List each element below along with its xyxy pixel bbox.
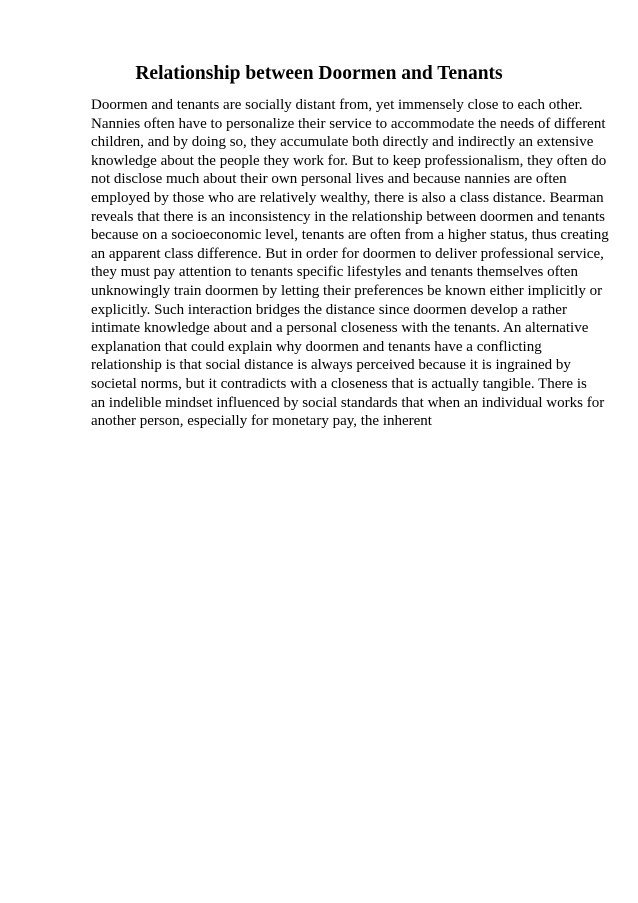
body-line: societal norms, but it contradicts with a closeness that is actually tangible. There is xyxy=(91,375,587,392)
body-line: reveals that there is an inconsistency in the relationship between doormen and tenants xyxy=(91,208,606,225)
body-line: an apparent class difference. But in order for doormen to deliver professional service, xyxy=(91,245,604,262)
body-line: not disclose much about their own personal lives and because nannies are often xyxy=(91,171,567,188)
body-line: explanation that could explain why doormen and tenants have a conflicting xyxy=(91,338,542,355)
body-line: explicitly. Such interaction bridges the distance since doormen develop a rather xyxy=(91,301,567,318)
body-line: Doormen and tenants are socially distant from, yet immensely close to each other. xyxy=(91,97,583,113)
body-line: another person, especially for monetary pay, the inherent xyxy=(91,413,432,430)
body-line: an indelible mindset influenced by social standards that when an individual works for xyxy=(91,394,605,411)
body-line: because on a socioeconomic level, tenants are often from a higher status, thus creating xyxy=(91,227,609,244)
body-line: unknowingly train doormen by letting their preferences be known either implicitly or xyxy=(91,282,603,299)
body-line: they must pay attention to tenants specific lifestyles and tenants themselves often xyxy=(91,264,578,281)
body-line: relationship is that social distance is always perceived because it is ingrained by xyxy=(91,357,571,374)
body-line: intimate knowledge about and a personal closeness with the tenants. An alternative xyxy=(91,320,589,337)
document-title: Relationship between Doormen and Tenants xyxy=(135,63,503,84)
body-line: children, and by doing so, they accumulate both directly and indirectly an extensive xyxy=(91,134,594,151)
body-line: knowledge about the people they work for. But to keep professionalism, they often do xyxy=(91,152,607,169)
body-line: Nannies often have to personalize their service to accommodate the needs of different xyxy=(91,115,606,132)
body-line: employed by those who are relatively wealthy, there is also a class distance. Bearman xyxy=(91,189,604,206)
document-body xyxy=(91,96,611,431)
